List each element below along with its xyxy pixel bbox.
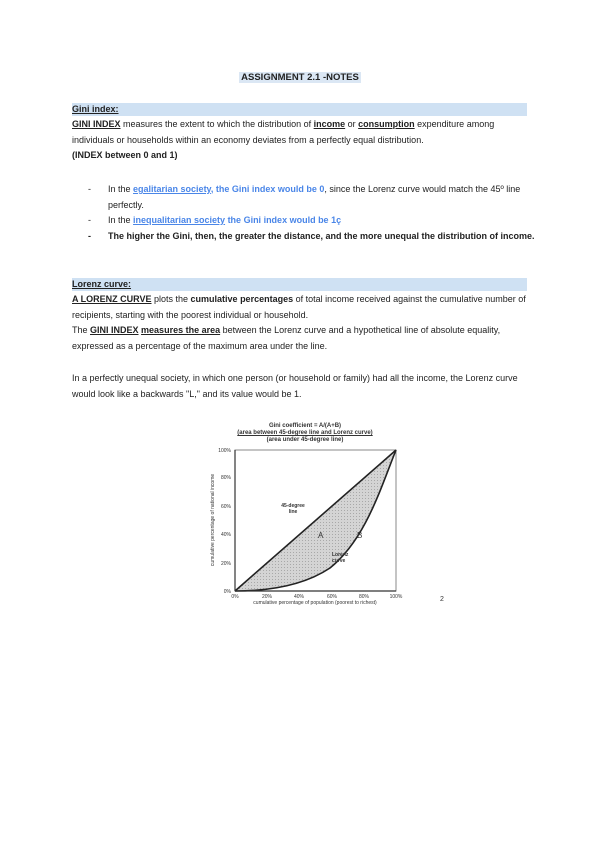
gini-lorenz-figure <box>200 420 410 610</box>
svg-text:Lorenz: Lorenz <box>332 552 349 558</box>
svg-text:80%: 80% <box>358 594 370 600</box>
svg-text:20%: 20% <box>220 561 231 567</box>
list-item: - In the egalitarian society, the Gini index would be 0, since the Lorenz curve would match the 45º line perfectly. <box>88 184 521 210</box>
svg-text:cumulative percentage of natio: cumulative percentage of national income <box>210 473 216 567</box>
svg-text:20%: 20% <box>261 594 273 600</box>
svg-text:60%: 60% <box>220 504 231 510</box>
svg-text:line: line <box>288 509 298 515</box>
list-item: - In the inequalitarian society the Gini index would be 1ç <box>88 215 342 225</box>
svg-text:A: A <box>318 531 324 540</box>
svg-text:40%: 40% <box>293 594 305 600</box>
svg-text:100%: 100% <box>389 594 403 600</box>
svg-text:0%: 0% <box>223 589 231 595</box>
gini-bullet-list <box>88 182 538 244</box>
page-title: ASSIGNMENT 2.1 -NOTES <box>241 72 359 83</box>
svg-text:60%: 60% <box>326 594 338 600</box>
svg-text:80%: 80% <box>220 475 231 481</box>
lorenz-chart <box>200 420 410 610</box>
link-egalitarian-society[interactable]: egalitarian society <box>133 184 211 194</box>
svg-text:B: B <box>357 531 363 540</box>
figure-title: Gini coefficient = A/(A+B) (area between 45-degree line and Lorenz curve) (area under 45-degree line) <box>237 423 373 443</box>
link-inequalitarian-society[interactable]: inequalitarian society <box>133 215 226 225</box>
svg-text:cumulative percentage of popul: cumulative percentage of population (poorest to richest) <box>253 600 377 606</box>
svg-text:0%: 0% <box>231 594 239 600</box>
section-heading-gini: Gini index: <box>72 103 527 116</box>
gini-definition: GINI INDEX measures the extent to which the distribution of income or consumption expenditure among individuals or households within an economy deviates from a perfectly equal distribution. (INDEX between 0 and 1) <box>72 119 495 160</box>
section-heading-lorenz: Lorenz curve: <box>72 278 527 291</box>
svg-text:curve: curve <box>332 558 346 564</box>
lorenz-definition: A LORENZ CURVE plots the cumulative percentages of total income received against the cumulative number of recipients, starting with the poorest individual or household. The GINI INDEX measures the area between the Lorenz curve and a hypothetical line of absolute equality, expressed as a percentage of the maximum area under the line. <box>72 294 526 351</box>
svg-text:100%: 100% <box>218 448 231 454</box>
page-number: 2 <box>440 596 444 603</box>
unequal-society-paragraph: In a perfectly unequal society, in which one person (or household or family) had all the income, the Lorenz curve would look like a backwards "L," and its value would be 1. <box>72 373 518 399</box>
svg-text:45-degree: 45-degree <box>281 503 305 509</box>
svg-text:40%: 40% <box>220 532 231 538</box>
list-item: - The higher the Gini, then, the greater the distance, and the more unequal the distribution of income. <box>88 230 535 241</box>
